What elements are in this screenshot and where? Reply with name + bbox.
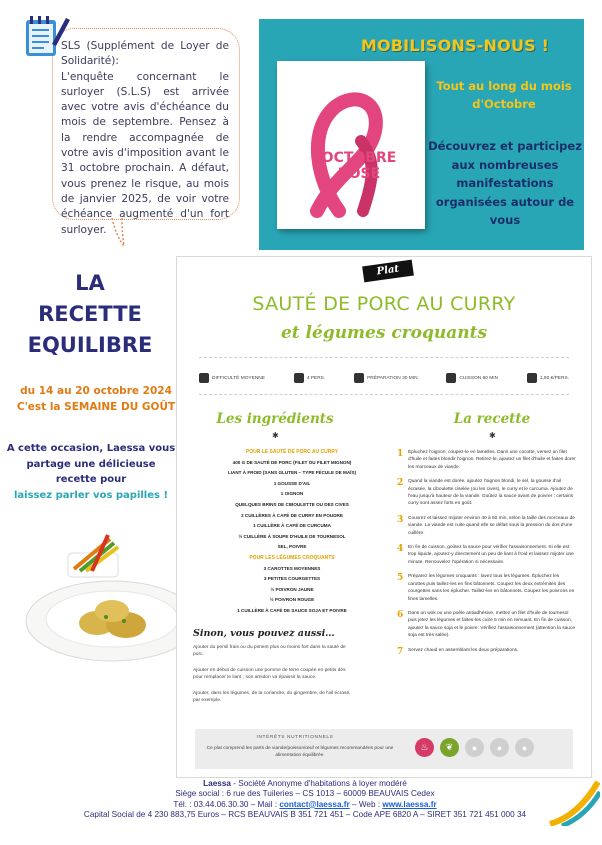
rose-label: ROSE xyxy=(337,166,381,182)
step-text: Couvrez et laissez mijoter environ 40 à 50 min, selon la taille des morceaux de viande. La viande est cuite quand elle se défait sous la pression du dos d'une cuillère. xyxy=(408,515,575,536)
meta-label: DIFFICULTÉ MOYENNE xyxy=(212,375,265,381)
ingredient-item: 1 GOUSSE D'AIL xyxy=(273,480,311,486)
sinon-item: Ajouter, dans les légumes, de la coriandre, du gingembre, de l'ail écrasé, par exemple. xyxy=(193,690,351,704)
ingredient-item: ½ CUILLÈRE À SOUPE D'HUILE DE TOURNESOL xyxy=(238,533,346,539)
grain-icon: ● xyxy=(490,738,509,757)
ingredient-item: 2 CUILLÈRES À CAFÉ DE CURRY EN POUDRE xyxy=(241,512,343,518)
step-number: 7 xyxy=(397,646,404,657)
divider xyxy=(199,357,569,358)
recipe-step xyxy=(397,544,577,566)
ingredient-item: 1 OIGNON xyxy=(280,491,304,497)
ingredients-title: Les ingrédients xyxy=(216,411,334,427)
step-text: Servez chaud en assemblant les deux préparations. xyxy=(408,647,519,653)
footer-web-label: – Web : xyxy=(349,799,383,809)
nutrition-text: Ce plat comprend les parts de viande/poisson/œuf et légumes recommandées pour une alimentation équilibrée. xyxy=(206,746,394,758)
sls-notice xyxy=(52,28,240,236)
euro-icon xyxy=(527,373,537,383)
semaine-du-gout xyxy=(16,383,176,415)
recipe-meta xyxy=(199,373,569,383)
ingredient-item: 1 CUILLÈRE À CAFÉ DE SAUCE SOJA ET POIVRE xyxy=(237,607,347,613)
knife-icon xyxy=(354,373,364,383)
recipe-steps-title: La recette xyxy=(453,411,531,427)
recipe-step xyxy=(397,610,577,640)
nutrition-title: INTÉRÊTS NUTRITIONNELS xyxy=(256,735,334,740)
chef-hat-icon xyxy=(199,373,209,383)
ingredients-group-title: POUR LE SAUTÉ DE PORC AU CURRY xyxy=(245,449,339,455)
sinon-list xyxy=(193,644,351,712)
recipe-step xyxy=(397,478,577,508)
poster-subtitle: Tout au long du mois d'Octobre xyxy=(436,79,572,111)
poster-title: MOBILISONS-NOUS ! xyxy=(360,36,550,55)
gout-desc-text: A cette occasion, Laessa vous partage une délicieuse recette pour xyxy=(6,443,176,485)
step-text: En fin de cuisson, goûtez la sauce pour vérifier l'assaisonnement. Si elle est trop liquide, ajoutez-y directement un peu de liant à froid et laissez mijoter une minute. Renouvelez l'opération si nécessaire. xyxy=(408,545,574,565)
ingredient-item: LIANT À FROID (SANS GLUTEN – TYPE FÉCULE DE MAÏS) xyxy=(227,470,357,476)
recipe-card xyxy=(176,256,592,778)
notepad-icon xyxy=(18,10,70,62)
ingredients-group-2 xyxy=(209,564,375,617)
decorative-swoosh xyxy=(548,780,600,826)
ingredients-group-title: POUR LES LÉGUMES CROQUANTS xyxy=(249,554,335,561)
footer xyxy=(60,779,550,820)
footer-company: Laessa xyxy=(203,779,231,788)
step-number: 4 xyxy=(397,544,404,555)
recipe-step xyxy=(397,449,577,471)
footer-contact xyxy=(60,800,550,810)
footer-line-1 xyxy=(60,779,550,789)
step-number: 5 xyxy=(397,573,404,584)
footer-web-link[interactable]: www.laessa.fr xyxy=(382,799,437,809)
gout-description xyxy=(6,441,176,503)
recipe-step xyxy=(397,573,577,603)
meta-label: 4 PERS. xyxy=(306,375,326,381)
divider xyxy=(199,394,569,395)
recipe-step xyxy=(397,647,577,657)
step-number: 1 xyxy=(397,449,404,459)
recipe-subtitle: et légumes croquants xyxy=(280,323,488,343)
ingredient-item: QUELQUES BRINS DE CIBOULETTE OU DES CIVES xyxy=(235,501,349,507)
octobre-rose-card xyxy=(277,61,425,229)
meta-cost xyxy=(527,373,569,383)
step-number: 2 xyxy=(397,478,404,489)
meta-label: CUISSON 60 MIN xyxy=(459,375,499,381)
gout-week: C'est la SEMAINE DU GOÛT xyxy=(16,401,176,413)
ingredient-item: ½ POIVRON JAUNE xyxy=(270,586,314,592)
meta-cooking xyxy=(446,373,498,383)
ingredient-item: 3 PETITES COURGETTES xyxy=(263,576,321,582)
sinon-item: Ajouter en début de cuisson une pomme de terre coupée en petits dés pour remplacer le liant ; son amidon va épaissir la sauce. xyxy=(193,667,346,681)
octobre-rose-poster xyxy=(259,19,584,250)
sinon-title: Sinon, vous pouvez aussi… xyxy=(193,628,335,639)
meta-servings xyxy=(294,373,325,383)
recipe-step xyxy=(397,515,577,537)
sinon-item: Ajouter du persil frais ou du piment plus ou moins fort dans la sauté de porc. xyxy=(193,645,346,658)
ingredients-list xyxy=(209,447,375,617)
gout-dates: du 14 au 20 octobre 2024 xyxy=(20,385,172,397)
ingredient-item: SEL, POIVRE xyxy=(277,544,307,550)
footer-company-desc: - Société Anonyme d'habitations à loyer modéré xyxy=(230,779,407,788)
meta-label: PRÉPARATION 30 MIN xyxy=(367,375,418,381)
step-number: 6 xyxy=(397,609,404,620)
ingredient-item: 3 CAROTTES MOYENNES xyxy=(263,565,321,571)
recipe-heading: LA RECETTE EQUILIBRE xyxy=(27,271,153,357)
footer-address: Siège social : 6 rue des Tuileries – CS 1013 – 60009 BEAUVAIS Cedex xyxy=(175,789,435,799)
pot-icon xyxy=(446,373,456,383)
asterisk-icon: ✱ xyxy=(272,431,279,440)
fruit-icon: ● xyxy=(515,738,534,757)
octobre-label: OCTOBRE xyxy=(321,150,397,166)
poster-body: Découvrez et participez aux nombreuses manifestations organisées autour de vous xyxy=(428,139,582,227)
footer-phone: Tél. : 03.44.06.30.30 – Mail : xyxy=(173,799,280,809)
step-text: Dans un wok ou une poêle antiadhésive, mettez un filet d'huile de tournesol puis jetez les légumes et faites-les cuire 5 min en remuant. En fin de cuisson, ajoutez la sauce soja et le poivre. Vérifiez l'assaisonnement (attention la sauce soja est très salée). xyxy=(408,610,576,639)
utensils-icon xyxy=(294,373,304,383)
footer-legal: Capital Social de 4 230 883,75 Euros – RCS BEAUVAIS B 351 721 451 – Code APE 6820 A – SIRET 351 721 451 000 34 xyxy=(83,809,527,819)
pink-ribbon-icon xyxy=(277,61,425,229)
speech-tail xyxy=(108,218,128,248)
ingredient-item: 1 CUILLÈRE À CAFÉ DE CURCUMA xyxy=(253,523,331,529)
sls-text: SLS (Supplément de Loyer de Solidarité): L'enquête concernant le surloyer (S.L.S) est arrivée avec votre avis d'échéance du mois de septembre. Pensez à la rendre accompagnée de votre avis d'imposition avant le 31 octobre prochain. A défaut, vous prenez le risque, au mois de janvier 2025, de voir votre échéance augmenté d'un fort surloyer. xyxy=(61,40,229,236)
dairy-icon: ● xyxy=(465,738,484,757)
plat-tag: Plat xyxy=(362,260,414,283)
ingredients-group-1 xyxy=(209,458,375,553)
step-text: Quand la viande est dorée, ajoutez l'oignon blondi, le sel, la gousse d'ail écrasée, la ciboulette ciselée (ou les cives), le curry et le curcuma. Ajoutez de l'eau jusqu'à hauteur de la viande. Goûtez la sauce avant de poivrer : certains curry sont assez forts en goût. xyxy=(408,479,574,507)
footer-email-link[interactable]: contact@laessa.fr xyxy=(279,799,350,809)
vegetable-icon: ❦ xyxy=(440,738,459,757)
ingredient-item: ½ POIVRON ROUGE xyxy=(269,597,315,603)
recipe-title: SAUTÉ DE PORC AU CURRY xyxy=(252,293,516,315)
step-text: Épluchez l'oignon, coupez-le en lamelles. Dans une cocotte, versez un filet d'huile et faites blondir l'oignon. Retirez-le, ajoutez un filet d'huile et faites dorer les morceaux de viande. xyxy=(408,450,576,470)
nutrition-icons xyxy=(415,738,534,757)
ingredient-item: 400 G DE SAUTÉ DE PORC (FILET OU FILET MIGNON) xyxy=(232,459,352,465)
meta-difficulty xyxy=(199,373,265,383)
meta-preparation xyxy=(354,373,417,383)
gout-papilles: laissez parler vos papilles ! xyxy=(14,489,168,501)
step-text: Préparez les légumes croquants : lavez tous les légumes. Épluchez les carottes puis taillez-les en fins bâtonnets. Coupez les deux extrémités des courgettes sans les éplucher. Taillez-les en bâtonnets. Coupez les poivrons en fines lamelles. xyxy=(408,574,575,602)
meat-icon: ♨ xyxy=(415,738,434,757)
meta-label: 1,90 €/PERS. xyxy=(539,375,569,381)
asterisk-icon: ✱ xyxy=(489,431,496,440)
dish-photo xyxy=(2,525,198,665)
step-number: 3 xyxy=(397,514,404,525)
recipe-steps xyxy=(397,449,577,664)
nutrition-band xyxy=(195,729,573,769)
